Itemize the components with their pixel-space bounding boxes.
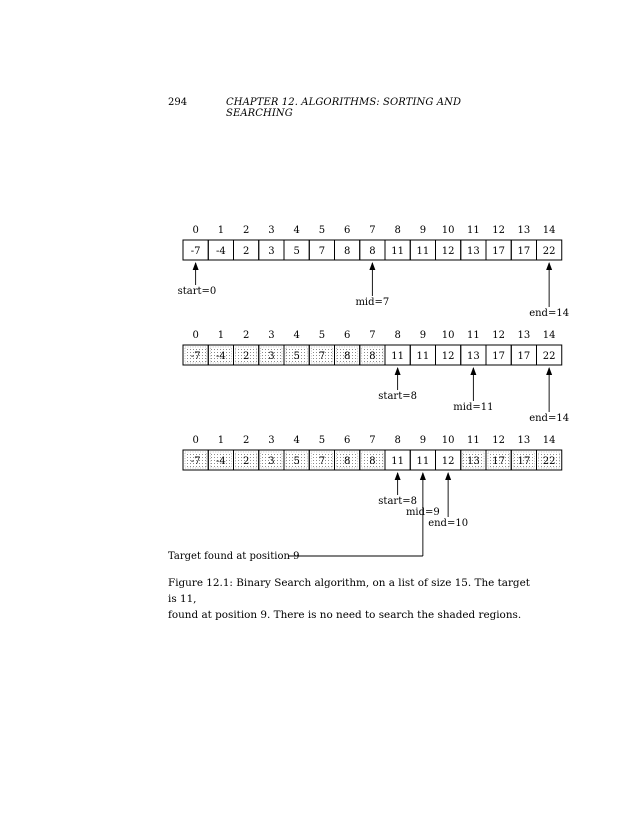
cell-value: -7 [190, 351, 201, 362]
index-label: 0 [192, 330, 199, 341]
cell-value: 11 [416, 456, 430, 467]
index-label: 7 [369, 330, 376, 341]
pointer-label: mid=7 [355, 297, 390, 308]
index-label: 0 [192, 435, 199, 446]
index-label: 6 [343, 225, 351, 236]
pointer-arrowhead [395, 367, 401, 375]
cell-value: 17 [517, 246, 531, 257]
index-label: 1 [217, 435, 225, 446]
cell-value: 11 [416, 351, 430, 362]
index-label: 5 [318, 330, 326, 341]
cell-value: 8 [369, 456, 376, 467]
pointer-arrowhead [395, 472, 401, 480]
pointer-arrowhead [470, 367, 476, 375]
cell-value: 12 [441, 351, 455, 362]
pointer-label: start=8 [378, 391, 417, 402]
pointer-arrowhead [193, 262, 199, 270]
index-label: 13 [517, 330, 531, 341]
cell-value: -4 [216, 456, 226, 467]
target-found-label: Target found at position 9 [168, 551, 300, 562]
cell-value: 13 [467, 246, 480, 257]
index-label: 5 [318, 225, 326, 236]
index-label: 10 [441, 330, 455, 341]
cell-value: 8 [343, 456, 351, 467]
index-label: 8 [394, 225, 401, 236]
cell-value: 12 [441, 456, 455, 467]
cell-value: 8 [369, 246, 376, 257]
pointer-label: end=14 [529, 413, 570, 424]
pointer-label: mid=11 [453, 402, 494, 413]
index-label: 2 [242, 435, 250, 446]
index-label: 9 [419, 435, 427, 446]
caption-line-2: found at position 9. There is no need to search the shaded regions. [168, 609, 522, 621]
cell-value: 17 [492, 351, 505, 362]
cell-value: 2 [242, 246, 250, 257]
cell-value: -7 [190, 456, 201, 467]
index-label: 4 [293, 330, 300, 341]
pointer-label: start=8 [378, 496, 417, 507]
cell-value: -7 [190, 246, 201, 257]
pointer-arrowhead [546, 262, 552, 270]
cell-value: 11 [416, 246, 430, 257]
index-label: 6 [343, 435, 351, 446]
pointer-label: end=14 [529, 308, 570, 319]
index-label: 2 [242, 330, 250, 341]
cell-value: 17 [492, 246, 505, 257]
index-label: 4 [293, 225, 300, 236]
pointer-arrowhead [546, 367, 552, 375]
cell-value: 5 [293, 351, 300, 362]
index-label: 4 [293, 435, 300, 446]
cell-value: 3 [268, 246, 275, 257]
pointer-arrowhead [420, 472, 426, 480]
index-label: 12 [492, 435, 505, 446]
index-label: 14 [542, 435, 556, 446]
index-label: 8 [394, 435, 401, 446]
index-label: 14 [542, 225, 556, 236]
page-number: 294 [168, 97, 188, 108]
index-label: 2 [242, 225, 250, 236]
index-label: 13 [517, 225, 531, 236]
index-label: 12 [492, 225, 505, 236]
cell-value: 22 [542, 456, 556, 467]
cell-value: 17 [492, 456, 505, 467]
cell-value: 17 [517, 456, 531, 467]
cell-value: -4 [216, 246, 226, 257]
cell-value: 8 [343, 246, 351, 257]
index-label: 8 [394, 330, 401, 341]
cell-value: 7 [318, 351, 326, 362]
index-label: 3 [268, 330, 275, 341]
caption-line-1: Figure 12.1: Binary Search algorithm, on a list of size 15. The target is 11, [168, 577, 530, 605]
cell-value: 12 [441, 246, 455, 257]
cell-value: -4 [216, 351, 226, 362]
cell-value: 3 [268, 351, 275, 362]
index-label: 11 [467, 330, 480, 341]
cell-value: 22 [542, 246, 556, 257]
index-label: 6 [343, 330, 351, 341]
pointer-label: mid=9 [405, 507, 440, 518]
cell-value: 22 [542, 351, 556, 362]
cell-value: 13 [467, 351, 480, 362]
figure-caption [168, 575, 538, 623]
index-label: 3 [268, 435, 275, 446]
pointer-label: start=0 [177, 286, 217, 297]
index-label: 14 [542, 330, 556, 341]
index-label: 0 [192, 225, 199, 236]
cell-value: 11 [391, 456, 404, 467]
cell-value: 5 [293, 456, 300, 467]
cell-value: 11 [391, 351, 404, 362]
cell-value: 2 [242, 351, 250, 362]
index-label: 10 [441, 435, 455, 446]
cell-value: 13 [467, 456, 480, 467]
cell-value: 8 [343, 351, 351, 362]
cell-value: 2 [242, 456, 250, 467]
cell-value: 7 [318, 246, 326, 257]
index-label: 11 [467, 225, 480, 236]
index-label: 10 [441, 225, 455, 236]
index-label: 9 [419, 330, 427, 341]
cell-value: 3 [268, 456, 275, 467]
index-label: 7 [369, 435, 376, 446]
index-label: 1 [217, 225, 225, 236]
pointer-arrowhead [369, 262, 375, 270]
index-label: 13 [517, 435, 531, 446]
index-label: 11 [467, 435, 480, 446]
cell-value: 7 [318, 456, 326, 467]
running-head: CHAPTER 12. ALGORITHMS: SORTING AND SEARCHING [226, 97, 462, 119]
cell-value: 11 [391, 246, 404, 257]
index-label: 9 [419, 225, 427, 236]
index-label: 7 [369, 225, 376, 236]
index-label: 5 [318, 435, 326, 446]
cell-value: 17 [517, 351, 531, 362]
pointer-label: end=10 [428, 518, 469, 529]
cell-value: 5 [293, 246, 300, 257]
index-label: 3 [268, 225, 275, 236]
cell-value: 8 [369, 351, 376, 362]
index-label: 12 [492, 330, 505, 341]
index-label: 1 [217, 330, 225, 341]
pointer-arrowhead [445, 472, 451, 480]
